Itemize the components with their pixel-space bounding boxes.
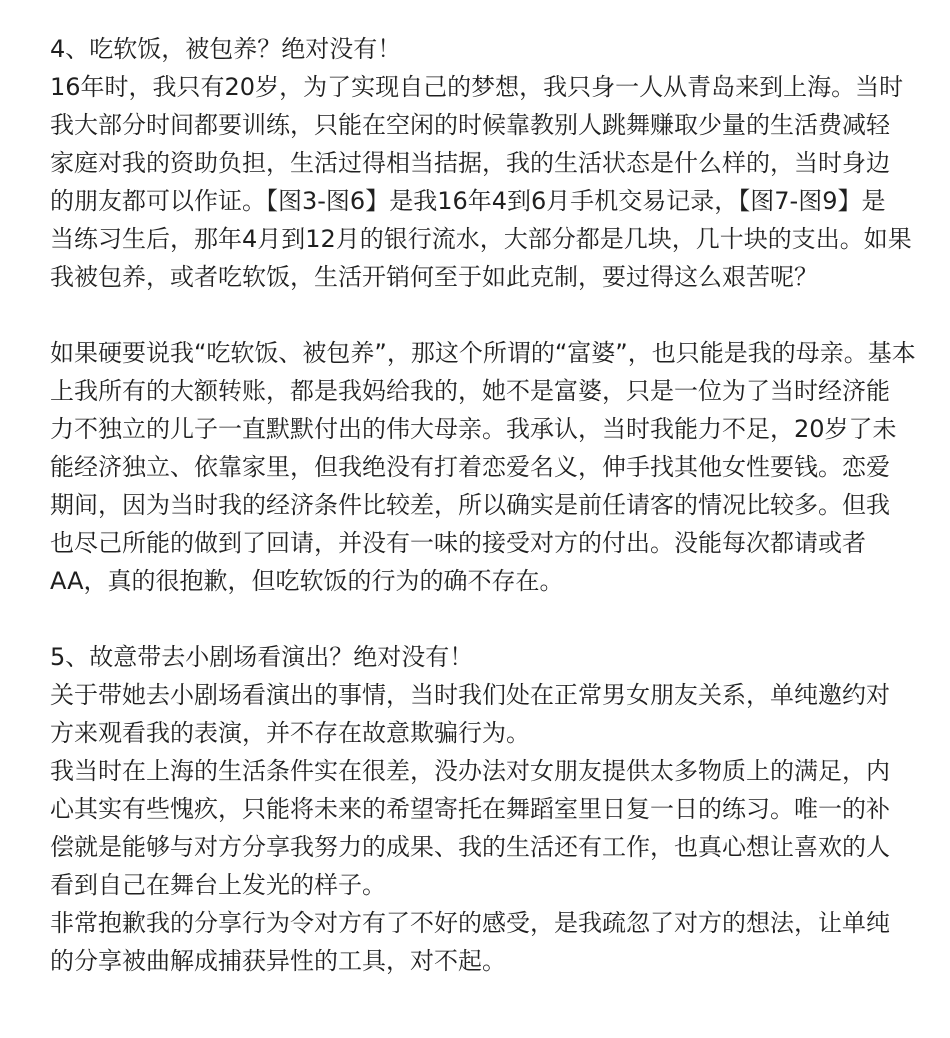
text-line: 的朋友都可以作证。【图3-图6】是我16年4到6月手机交易记录，【图7-图9】是 [50, 187, 886, 215]
section-4 [50, 30, 930, 600]
text-line: 我当时在上海的生活条件实在很差，没办法对女朋友提供太多物质上的满足，内 [50, 757, 890, 785]
text-line: 我被包养，或者吃软饭，生活开销何至于如此克制，要过得这么艰苦呢？ [50, 263, 818, 291]
text-line: 方来观看我的表演，并不存在故意欺骗行为。 [50, 719, 530, 747]
section-5-paragraph-3 [50, 904, 930, 980]
paragraph-spacer [50, 296, 930, 334]
text-line: 能经济独立、依靠家里，但我绝没有打着恋爱名义，伸手找其他女性要钱。恋爱 [50, 453, 890, 481]
paragraph-spacer [50, 600, 930, 638]
text-line: 期间，因为当时我的经济条件比较差，所以确实是前任请客的情况比较多。但我 [50, 491, 890, 519]
text-line: 如果硬要说我“吃软饭、被包养”，那这个所谓的“富婆”，也只能是我的母亲。基本 [50, 339, 916, 367]
section-5-paragraph-2 [50, 752, 930, 904]
text-line: 力不独立的儿子一直默默付出的伟大母亲。我承认，当时我能力不足，20岁了未 [50, 415, 897, 443]
section-4-paragraph-2 [50, 334, 930, 600]
text-line: 我大部分时间都要训练，只能在空闲的时候靠教别人跳舞赚取少量的生活费减轻 [50, 111, 890, 139]
section-5-paragraph-1 [50, 676, 930, 752]
document-body [50, 30, 930, 980]
text-line: 的分享被曲解成捕获异性的工具，对不起。 [50, 947, 506, 975]
text-line: 也尽己所能的做到了回请，并没有一味的接受对方的付出。没能每次都请或者 [50, 529, 866, 557]
text-line: 偿就是能够与对方分享我努力的成果、我的生活还有工作，也真心想让喜欢的人 [50, 833, 890, 861]
text-line: AA，真的很抱歉，但吃软饭的行为的确不存在。 [50, 567, 564, 595]
text-line: 16年时，我只有20岁，为了实现自己的梦想，我只身一人从青岛来到上海。当时 [50, 73, 904, 101]
text-line: 看到自己在舞台上发光的样子。 [50, 871, 386, 899]
section-5-heading: 5、故意带去小剧场看演出？绝对没有！ [50, 643, 474, 671]
text-line: 家庭对我的资助负担，生活过得相当拮据，我的生活状态是什么样的，当时身边 [50, 149, 890, 177]
text-line: 上我所有的大额转账，都是我妈给我的，她不是富婆，只是一位为了当时经济能 [50, 377, 890, 405]
text-line: 非常抱歉我的分享行为令对方有了不好的感受，是我疏忽了对方的想法，让单纯 [50, 909, 890, 937]
text-line: 当练习生后，那年4月到12月的银行流水，大部分都是几块，几十块的支出。如果 [50, 225, 912, 253]
section-4-heading: 4、吃软饭，被包养？绝对没有！ [50, 35, 402, 63]
text-line: 关于带她去小剧场看演出的事情，当时我们处在正常男女朋友关系，单纯邀约对 [50, 681, 890, 709]
section-5 [50, 638, 930, 980]
text-line: 心其实有些愧疚，只能将未来的希望寄托在舞蹈室里日复一日的练习。唯一的补 [50, 795, 890, 823]
section-4-paragraph-1 [50, 68, 930, 296]
